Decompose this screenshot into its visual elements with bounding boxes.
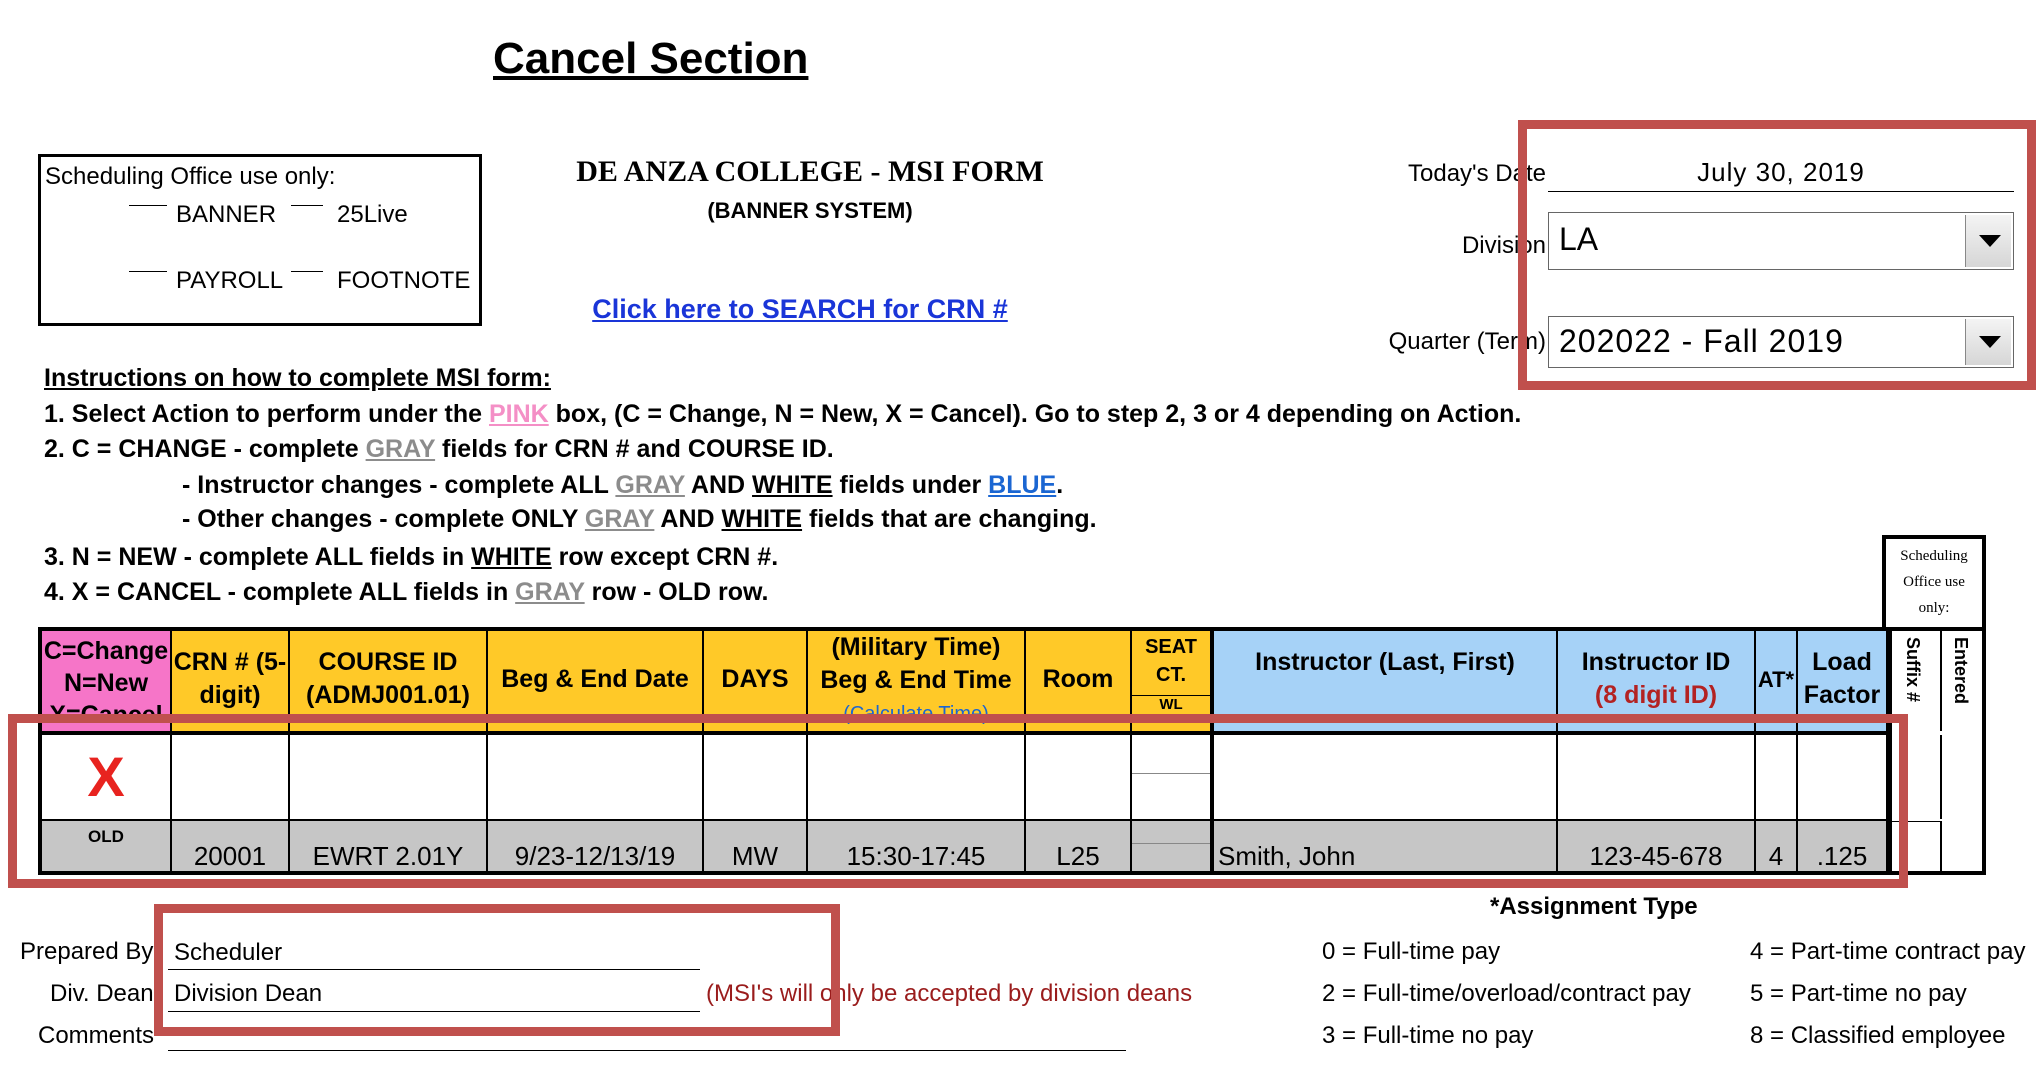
old-dates-cell[interactable]: 9/23-12/13/19 xyxy=(488,821,704,871)
assignment-type-title: *Assignment Type xyxy=(1490,893,1698,920)
highlight-header-fields xyxy=(1518,120,2036,390)
instruction-line-2: 2. C = CHANGE - complete GRAY fields for CRN # and COURSE ID. xyxy=(44,435,834,463)
header-instructor-id-sub: (8 digit ID) xyxy=(1594,681,1718,709)
banner-label: BANNER xyxy=(176,201,277,228)
old-course-id-cell[interactable]: EWRT 2.01Y xyxy=(290,821,488,871)
division-selected-value: LA xyxy=(1559,221,1599,257)
old-days-cell[interactable]: MW xyxy=(704,821,808,871)
banner-system-subtitle: (BANNER SYSTEM) xyxy=(707,198,913,223)
assignment-type-2: 2 = Full-time/overload/contract pay xyxy=(1322,980,1691,1007)
division-label: Division xyxy=(1461,232,1546,259)
prepared-by-label: Prepared By xyxy=(20,938,154,965)
instruction-line-5: 3. N = NEW - complete ALL fields in WHITE row except CRN #. xyxy=(44,543,779,571)
div-dean-value: Division Dean xyxy=(174,980,323,1007)
old-at-cell[interactable]: 4 xyxy=(1756,821,1798,871)
assignment-type-3: 3 = Full-time no pay xyxy=(1322,1022,1534,1049)
old-instructor-cell[interactable]: Smith, John xyxy=(1212,821,1558,871)
header-seat-label: SEAT CT. xyxy=(1145,636,1197,686)
header-days: DAYS xyxy=(704,631,808,731)
assignment-type-4: 4 = Part-time contract pay xyxy=(1750,938,2026,965)
prepared-by-value: Scheduler xyxy=(174,939,283,966)
header-entered xyxy=(1942,631,1982,731)
header-course-id: COURSE ID (ADMJ001.01) xyxy=(290,631,488,731)
old-instructor-id-cell[interactable]: 123-45-678 xyxy=(1558,821,1756,871)
calculate-time-link[interactable]: (Calculate Time) xyxy=(843,703,989,725)
highlight-signoff-fields xyxy=(154,904,840,1036)
scheduling-box-heading: Scheduling Office use only: xyxy=(45,163,336,190)
highlight-table-rows xyxy=(8,714,1908,888)
old-room-cell[interactable]: L25 xyxy=(1026,821,1132,871)
instructions-heading: Instructions on how to complete MSI form: xyxy=(44,364,551,392)
header-action: C=Change N=New X=Cancel xyxy=(42,631,172,731)
header-instructor: Instructor (Last, First) xyxy=(1212,631,1558,731)
assignment-type-0: 0 = Full-time pay xyxy=(1322,938,1501,965)
header-time-top: (Military Time) xyxy=(831,633,1001,661)
scheduling-office-note: Scheduling Office use only: xyxy=(1882,535,1986,629)
search-crn-link[interactable]: Click here to SEARCH for CRN # xyxy=(592,294,1008,324)
quarter-label: Quarter (Term) xyxy=(1388,328,1546,355)
scheduling-office-box xyxy=(38,154,482,326)
header-dates: Beg & End Date xyxy=(488,631,704,731)
todays-date-label: Today's Date xyxy=(1408,160,1546,187)
instruction-line-4: - Other changes - complete ONLY GRAY AND WHITE fields that are changing. xyxy=(182,505,1097,533)
header-time-main: Beg & End Time xyxy=(820,666,1012,694)
header-crn: CRN # (5-digit) xyxy=(172,631,290,731)
header-room: Room xyxy=(1026,631,1132,731)
cancel-x-mark: X xyxy=(87,745,125,808)
25live-check-line[interactable] xyxy=(291,205,323,206)
quarter-selected-value: 202022 - Fall 2019 xyxy=(1559,323,1844,359)
footnote-check-line[interactable] xyxy=(291,271,323,272)
header-instructor-id-label: Instructor ID xyxy=(1581,648,1731,676)
header-load-factor: Load Factor xyxy=(1798,631,1888,731)
todays-date-value: July 30, 2019 xyxy=(1697,157,1865,187)
instruction-line-3: - Instructor changes - complete ALL GRAY AND WHITE fields under BLUE. xyxy=(182,471,1064,499)
dean-note: (MSI's will only be accepted by division deans xyxy=(706,980,1193,1007)
header-suffix-label: Suffix # xyxy=(1903,637,1923,703)
payroll-label: PAYROLL xyxy=(176,267,284,294)
old-label: OLD xyxy=(88,827,124,846)
25live-label: 25Live xyxy=(337,201,408,228)
header-seat-wl: WL xyxy=(1132,695,1210,714)
banner-check-line[interactable] xyxy=(129,205,167,206)
assignment-type-5: 5 = Part-time no pay xyxy=(1750,980,1967,1007)
header-entered-label: Entered xyxy=(1951,637,1971,705)
assignment-type-8: 8 = Classified employee xyxy=(1750,1022,2006,1049)
college-form-title: DE ANZA COLLEGE - MSI FORM xyxy=(576,155,1044,188)
instruction-line-6: 4. X = CANCEL - complete ALL fields in GRAY row - OLD row. xyxy=(44,578,769,606)
page-title: Cancel Section xyxy=(493,34,809,83)
div-dean-label: Div. Dean xyxy=(50,980,154,1007)
old-load-cell[interactable]: .125 xyxy=(1798,821,1888,871)
comments-label: Comments xyxy=(38,1022,155,1049)
header-assignment-type: AT* xyxy=(1756,631,1798,731)
instruction-line-1: 1. Select Action to perform under the PINK box, (C = Change, N = New, X = Cancel). Go to step 2, 3 or 4 depending on Action. xyxy=(44,400,1522,428)
payroll-check-line[interactable] xyxy=(129,271,167,272)
old-crn-cell[interactable]: 20001 xyxy=(172,821,290,871)
old-time-cell[interactable]: 15:30-17:45 xyxy=(808,821,1026,871)
footnote-label: FOOTNOTE xyxy=(337,267,471,294)
